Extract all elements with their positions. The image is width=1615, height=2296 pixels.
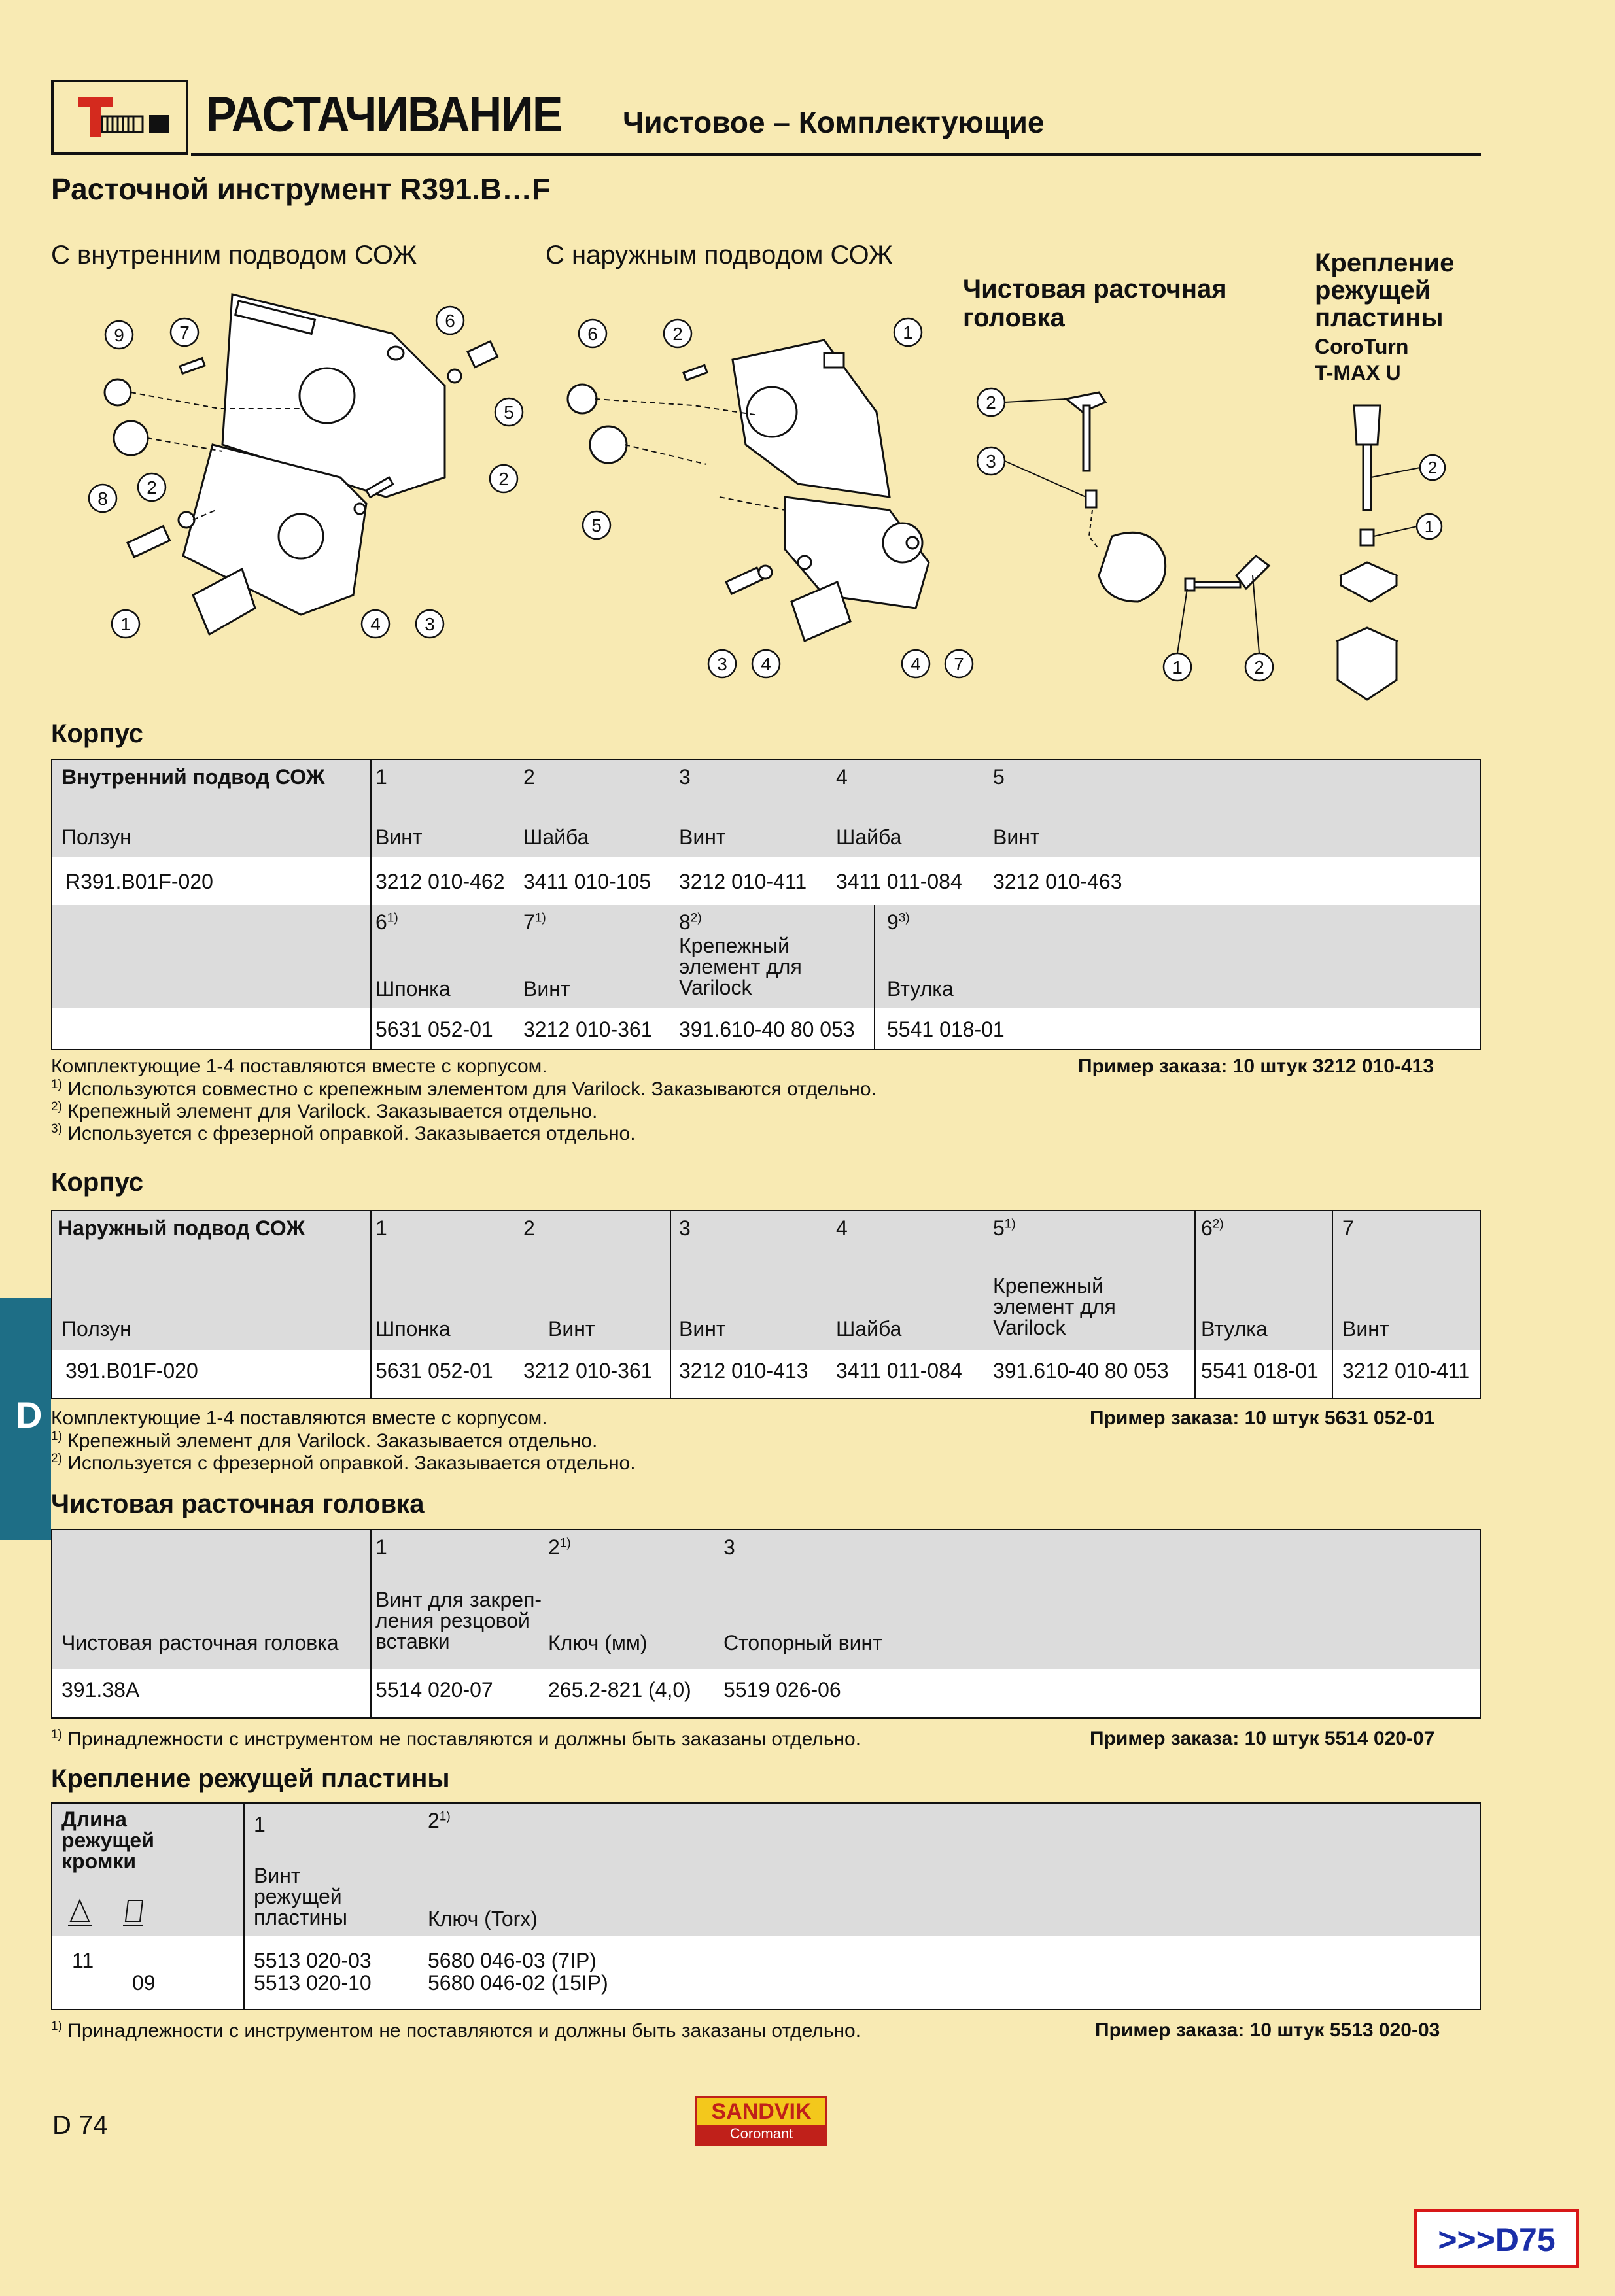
internal-coolant-label: С внутренним подводом СОЖ xyxy=(51,241,417,269)
callout-9: 9 xyxy=(114,325,124,345)
table2-col-name: Шпонка xyxy=(375,1317,451,1341)
table4-col1-name: Винт режущей пластины xyxy=(254,1864,347,1929)
table1-col-name: Винт xyxy=(993,825,1040,849)
table4-screw: 5513 020-03 xyxy=(254,1949,372,1972)
table1-col2-name: Винт xyxy=(523,977,570,1001)
table3-section-title: Чистовая расточная головка xyxy=(51,1490,425,1518)
table1-value2: 3212 010-361 xyxy=(523,1018,653,1041)
table1-col2-num: 6$^{1)}$ xyxy=(375,910,398,934)
table1-col2-name: Втулка xyxy=(887,977,954,1001)
table3-col3-name: Стопорный винт xyxy=(723,1631,882,1654)
table3-value: 265.2-821 (4,0) xyxy=(548,1678,691,1702)
table2-value: 3212 010-413 xyxy=(679,1359,808,1382)
table2-value: 391.610-40 80 053 xyxy=(993,1359,1169,1382)
head-callout-2b: 2 xyxy=(1254,657,1264,677)
table4-corner: Длина режущей кромки xyxy=(61,1808,154,1873)
clamp-label-line3: пластины xyxy=(1315,303,1444,332)
table4-data-row xyxy=(51,1936,1481,2010)
clamp-label-line2: режущей xyxy=(1315,276,1431,305)
ext-callout-7: 7 xyxy=(954,654,964,674)
table1-value: 3411 010-105 xyxy=(523,870,651,893)
product-title: Расточной инструмент R391.B…F xyxy=(51,172,551,206)
table3-col2-name: Ключ (мм) xyxy=(548,1631,648,1654)
finishing-head-drawing xyxy=(968,379,1308,693)
table3-col1-name: Винт для закреп- ления резцовой вставки xyxy=(375,1588,542,1653)
table2-col-name: Винт xyxy=(548,1317,595,1341)
table3-order-example: Пример заказа: 10 штук 5514 020-07 xyxy=(1090,1728,1435,1749)
table1-col-num: 1 xyxy=(375,765,387,789)
table1-col2-name: Шпонка xyxy=(375,977,451,1001)
ext-callout-5: 5 xyxy=(591,515,602,536)
table2-value: 3411 011-084 xyxy=(836,1359,962,1382)
table1-row-label: Ползун xyxy=(61,825,131,849)
clamp-label-line1: Крепление xyxy=(1315,248,1455,277)
brand-subname: Coromant xyxy=(729,2125,793,2142)
callout-4: 4 xyxy=(370,614,381,634)
table2-value: 3212 010-361 xyxy=(523,1359,653,1382)
table1-data-row xyxy=(51,857,1481,906)
table2-col-name: Винт xyxy=(679,1317,726,1341)
head-callout-3: 3 xyxy=(986,451,996,471)
table2-value: 5541 018-01 xyxy=(1201,1359,1319,1382)
table2-col-num: 3 xyxy=(679,1216,691,1240)
table1-value2: 5541 018-01 xyxy=(887,1018,1005,1041)
table2-corner: Наружный подвод СОЖ xyxy=(58,1216,305,1240)
ext-callout-4b: 4 xyxy=(911,654,921,674)
header-rule xyxy=(191,153,1481,156)
table2-footnote-2: $^{2)}$ Используется с фрезерной оправкой. Заказывается отдельно. xyxy=(51,1452,636,1474)
table3-item: 391.38A xyxy=(61,1678,140,1702)
table2-header-row xyxy=(51,1210,1481,1351)
callout-5: 5 xyxy=(504,402,514,422)
ext-callout-1: 1 xyxy=(903,322,913,343)
table1-value2: 391.610-40 80 053 xyxy=(679,1018,855,1041)
table4-header-row xyxy=(51,1802,1481,1937)
table2-footnote-1: $^{1)}$ Крепежный элемент для Varilock. Заказывается отдельно. xyxy=(51,1430,598,1452)
table2-col-num: 7 xyxy=(1342,1216,1354,1240)
table1-value: 3212 010-411 xyxy=(679,870,807,893)
table1-footnote-1: $^{1)}$ Используются совместно с крепежным элементом для Varilock. Заказываются отдельно. xyxy=(51,1078,877,1100)
table1-order-example: Пример заказа: 10 штук 3212 010-413 xyxy=(1078,1055,1434,1077)
table4-key: 5680 046-03 (7IP) xyxy=(428,1949,597,1972)
table2-value: 3212 010-411 xyxy=(1342,1359,1470,1382)
table1-item: R391.B01F-020 xyxy=(65,870,213,893)
clamp-label-line5: T-MAX U xyxy=(1315,361,1401,385)
table1-value: 3212 010-463 xyxy=(993,870,1122,893)
ext-callout-2: 2 xyxy=(672,324,683,344)
section-logo xyxy=(51,80,188,155)
table2-note: Комплектующие 1-4 поставляются вместе с корпусом. xyxy=(51,1407,547,1429)
table2-row-label: Ползун xyxy=(61,1317,131,1341)
callout-2: 2 xyxy=(498,469,509,489)
head-label-line1: Чистовая расточная xyxy=(963,275,1227,303)
table2-col-num: 5$^{1)}$ xyxy=(993,1216,1016,1240)
table1-col-name: Винт xyxy=(375,825,423,849)
table4-col-num: 1 xyxy=(254,1813,266,1836)
table1-footnote-3: $^{3)}$ Используется с фрезерной оправкой. Заказывается отдельно. xyxy=(51,1122,636,1144)
table1-header-row xyxy=(51,759,1481,858)
table2-order-example: Пример заказа: 10 штук 5631 052-01 xyxy=(1090,1407,1435,1429)
table2-data-row xyxy=(51,1350,1481,1399)
table1-header-row-2 xyxy=(51,905,1481,1010)
table2-col-name: Винт xyxy=(1342,1317,1389,1341)
table1-col-num: 3 xyxy=(679,765,691,789)
table1-col-name: Шайба xyxy=(836,825,902,849)
table4-screw: 5513 020-10 xyxy=(254,1971,372,1995)
table3-row-label: Чистовая расточная головка xyxy=(61,1631,339,1654)
table2-col-num: 4 xyxy=(836,1216,848,1240)
table4-order-example: Пример заказа: 10 штук 5513 020-03 xyxy=(1095,2019,1440,2041)
table2-col-name: Втулка xyxy=(1201,1317,1268,1341)
table1-col2-name: Крепежный элемент для Varilock xyxy=(679,934,802,999)
table1-value: 3212 010-462 xyxy=(375,870,505,893)
table2-col-num: 2 xyxy=(523,1216,535,1240)
table1-col-name: Винт xyxy=(679,825,726,849)
table4-footnote-1: $^{1)}$ Принадлежности с инструментом не поставляются и должны быть заказаны отдельно. xyxy=(51,2019,861,2042)
brand-name: SANDVIK xyxy=(711,2099,812,2124)
table3-col-num: 1 xyxy=(375,1535,387,1559)
table1-note: Комплектующие 1-4 поставляются вместе с корпусом. xyxy=(51,1055,547,1077)
table4-col2-name: Ключ (Torx) xyxy=(428,1907,538,1930)
callout-8: 8 xyxy=(97,488,108,509)
table3-header-row xyxy=(51,1529,1481,1670)
table2-col-name: Крепежный элемент для Varilock xyxy=(993,1274,1116,1339)
table4-col-num: 2$^{1)}$ xyxy=(428,1809,451,1832)
page-number: D 74 xyxy=(52,2111,108,2140)
table1-col-name: Шайба xyxy=(523,825,589,849)
ext-callout-3: 3 xyxy=(717,654,727,674)
table4-length: 11 xyxy=(72,1949,94,1972)
table4-section-title: Крепление режущей пластины xyxy=(51,1764,450,1793)
table3-data-row xyxy=(51,1669,1481,1719)
head-label-line2: головка xyxy=(963,303,1065,332)
table2-col-name: Шайба xyxy=(836,1317,902,1341)
table1-footnote-2: $^{2)}$ Крепежный элемент для Varilock. Заказывается отдельно. xyxy=(51,1100,598,1122)
head-callout-2: 2 xyxy=(986,392,996,413)
table1-value2: 5631 052-01 xyxy=(375,1018,493,1041)
clamp-callout-1: 1 xyxy=(1424,517,1434,536)
table1-data-row-2 xyxy=(51,1008,1481,1050)
callout-1: 1 xyxy=(120,614,131,634)
page-title: РАСТАЧИВАНИЕ xyxy=(206,87,562,143)
next-page-button[interactable] xyxy=(1414,2209,1579,2268)
table4-length: 09 xyxy=(132,1971,156,1995)
table1-col-num: 5 xyxy=(993,765,1005,789)
callout-3: 3 xyxy=(425,614,435,634)
table1-col2-num: 9$^{3)}$ xyxy=(887,910,910,934)
table2-item: 391.B01F-020 xyxy=(65,1359,198,1382)
table4-key: 5680 046-02 (15IP) xyxy=(428,1971,608,1995)
table2-col-num: 6$^{2)}$ xyxy=(1201,1216,1224,1240)
insert-shape-icons xyxy=(65,1895,150,1928)
table2-col-num: 1 xyxy=(375,1216,387,1240)
sandvik-coromant-logo xyxy=(695,2096,827,2146)
external-callouts xyxy=(563,307,994,693)
next-page-label: >>>D75 xyxy=(1438,2221,1555,2258)
insert-clamp-drawing xyxy=(1328,399,1485,719)
table3-col-num: 2$^{1)}$ xyxy=(548,1535,571,1559)
clamp-label-line4: CoroTurn xyxy=(1315,335,1409,358)
section-side-tab xyxy=(0,1298,51,1540)
table1-col-num: 2 xyxy=(523,765,535,789)
table1-col2-num: 8$^{2)}$ xyxy=(679,910,702,934)
table3-footnote-1: $^{1)}$ Принадлежности с инструментом не поставляются и должны быть заказаны отдельно. xyxy=(51,1728,861,1750)
table1-col2-num: 7$^{1)}$ xyxy=(523,910,546,934)
callout-2b: 2 xyxy=(147,477,157,498)
side-tab-letter: D xyxy=(16,1394,43,1435)
table1-value: 3411 011-084 xyxy=(836,870,962,893)
table3-value: 5519 026-06 xyxy=(723,1678,841,1702)
ext-callout-6: 6 xyxy=(587,324,598,344)
clamp-callout-2: 2 xyxy=(1427,458,1438,477)
table3-value: 5514 020-07 xyxy=(375,1678,493,1702)
table1-col-num: 4 xyxy=(836,765,848,789)
boring-tool-icon xyxy=(54,82,186,152)
table1-section-title: Корпус xyxy=(51,719,143,748)
table3-col-num: 3 xyxy=(723,1535,735,1559)
table1-corner: Внутренний подвод СОЖ xyxy=(61,765,325,789)
table2-value: 5631 052-01 xyxy=(375,1359,493,1382)
table2-section-title: Корпус xyxy=(51,1168,143,1197)
internal-callouts xyxy=(39,301,536,667)
callout-7: 7 xyxy=(179,322,190,343)
page-subtitle: Чистовое – Комплектующие xyxy=(623,105,1045,139)
ext-callout-4: 4 xyxy=(761,654,771,674)
external-coolant-label: С наружным подводом СОЖ xyxy=(546,241,893,269)
callout-6: 6 xyxy=(445,311,455,331)
head-callout-1: 1 xyxy=(1172,657,1183,677)
